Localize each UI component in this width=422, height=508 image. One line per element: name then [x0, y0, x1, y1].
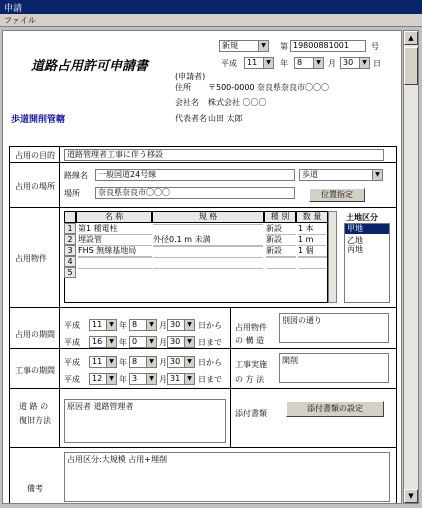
menu-bar: [0, 14, 422, 27]
period-to-year-select[interactable]: [89, 336, 117, 348]
row-divider-restoration: [9, 447, 397, 448]
window-title: 申請: [4, 4, 23, 14]
number-input[interactable]: 19800881001: [290, 40, 366, 52]
chevron-down-icon: ▼: [372, 170, 382, 180]
table-row-number: 1: [64, 223, 76, 234]
applicant-label: (申請者): [175, 72, 206, 81]
table-cell-qty[interactable]: 1 本: [298, 224, 327, 235]
construction-label: 工事の期間: [15, 366, 55, 375]
from-suffix: 日から: [198, 358, 222, 367]
date-day-select[interactable]: [340, 57, 370, 69]
year-label: 年: [119, 358, 127, 367]
land-option-selected[interactable]: 甲地: [345, 224, 389, 234]
table-row-number: 3: [64, 245, 76, 256]
position-button[interactable]: 位置指定: [309, 188, 365, 202]
objects-header-corner: [64, 211, 76, 223]
construction-to-day-select[interactable]: [167, 373, 195, 385]
construction-from-day-select[interactable]: [167, 356, 195, 368]
construction-to-year: 12: [92, 374, 103, 383]
row-divider-location: [9, 207, 397, 208]
company-value: 株式会社 〇〇〇: [208, 98, 267, 107]
row-divider-period: [9, 348, 397, 349]
chevron-down-icon: ▼: [106, 320, 116, 330]
table-cell-name[interactable]: 第1 種電柱: [78, 224, 152, 235]
table-cell-kind[interactable]: [266, 257, 296, 258]
period-to-year: 16: [92, 337, 103, 346]
period-from-day-select[interactable]: [167, 319, 195, 331]
table-cell-spec[interactable]: [153, 268, 263, 269]
chevron-down-icon: ▼: [258, 41, 268, 51]
period-from-month-select[interactable]: [129, 319, 157, 331]
scroll-down-icon[interactable]: ▼: [404, 489, 418, 503]
chevron-down-icon: ▼: [106, 337, 116, 347]
number-label: 第: [280, 42, 288, 51]
date-month-select[interactable]: [294, 57, 324, 69]
date-year-value: 11: [247, 58, 258, 67]
land-title: 土地区分: [346, 213, 378, 222]
land-option[interactable]: 乙地: [347, 236, 363, 245]
remarks-label: 備考: [27, 484, 43, 493]
chevron-down-icon: ▼: [146, 337, 156, 347]
table-cell-qty[interactable]: [298, 257, 327, 258]
table-row-number: 4: [64, 256, 76, 267]
table-cell-kind[interactable]: 新設: [266, 224, 296, 235]
objects-header-name: 名 称: [76, 211, 152, 223]
structure-label: 占用物件: [235, 323, 267, 332]
day-label: 日: [373, 59, 381, 68]
period-to-month: 0: [132, 337, 138, 346]
number-suffix: 号: [371, 42, 379, 51]
land-option[interactable]: 丙地: [347, 245, 363, 254]
road-part-value: 歩道: [302, 170, 318, 179]
year-label: 年: [119, 321, 127, 330]
restoration-label-2: 復旧方法: [19, 416, 51, 425]
construction-from-era: 平成: [64, 358, 80, 367]
table-cell-spec[interactable]: [153, 246, 263, 247]
construction-to-era: 平成: [64, 375, 80, 384]
chevron-down-icon: ▼: [146, 357, 156, 367]
table-row-number: 5: [64, 267, 76, 278]
chevron-down-icon: ▼: [359, 58, 369, 68]
construction-to-month-select[interactable]: [129, 373, 157, 385]
table-cell-name[interactable]: 埋設管: [78, 235, 152, 246]
table-cell-name[interactable]: FHS 無線基地局: [78, 246, 152, 257]
place-input[interactable]: 奈良県奈良市〇〇〇: [95, 187, 295, 199]
place-label: 場所: [64, 189, 80, 198]
attachments-button[interactable]: 添付書類の設定: [286, 401, 384, 417]
method-label-2: の 方 法: [235, 375, 265, 384]
chevron-down-icon: ▼: [184, 320, 194, 330]
location-label: 占用の場所: [15, 182, 55, 191]
form-title: 道路占用許可申請書: [31, 59, 149, 74]
row-divider-objects: [9, 307, 397, 308]
objects-grid-scrollbar[interactable]: [328, 211, 337, 303]
construction-from-month: 8: [132, 357, 138, 366]
application-type-value: 新規: [222, 41, 238, 50]
period-label: 占用の期間: [15, 330, 55, 339]
period-from-year-select[interactable]: [89, 319, 117, 331]
chevron-down-icon: ▼: [106, 357, 116, 367]
objects-label: 占用物件: [15, 254, 47, 263]
row-divider-construction: [9, 388, 397, 389]
period-to-era: 平成: [64, 338, 80, 347]
attachments-label: 添付書類: [235, 409, 267, 418]
period-to-day: 30: [170, 337, 181, 346]
table-cell-kind[interactable]: 新設: [266, 246, 296, 257]
menu-file[interactable]: ファイル: [4, 16, 36, 25]
table-cell-name[interactable]: [78, 257, 152, 258]
table-cell-kind[interactable]: [266, 268, 296, 269]
to-suffix: 日まで: [198, 338, 222, 347]
label-column-divider: [59, 146, 60, 448]
date-era: 平成: [221, 59, 237, 68]
chevron-down-icon: ▼: [106, 374, 116, 384]
title-bar: [0, 0, 422, 14]
period-from-era: 平成: [64, 321, 80, 330]
year-label: 年: [280, 59, 288, 68]
table-cell-qty[interactable]: 1 個: [298, 246, 327, 257]
chevron-down-icon: ▼: [146, 320, 156, 330]
table-top-border: [9, 146, 397, 147]
page-scrollbar[interactable]: [403, 30, 419, 504]
method-label: 工事実施: [235, 360, 267, 369]
construction-to-month: 3: [132, 374, 138, 383]
representative-value: 山田 太郎: [208, 114, 243, 123]
period-to-day-select[interactable]: [167, 336, 195, 348]
construction-from-year-select[interactable]: [89, 356, 117, 368]
construction-from-year: 11: [92, 357, 103, 366]
chevron-down-icon: ▼: [184, 374, 194, 384]
chevron-down-icon: ▼: [184, 337, 194, 347]
construction-from-month-select[interactable]: [129, 356, 157, 368]
objects-header-spec: 規 格: [152, 211, 264, 223]
period-from-month: 8: [132, 320, 138, 329]
addressee: 歩道開削管轄: [11, 115, 66, 125]
method-input[interactable]: 開削: [279, 353, 389, 383]
purpose-input[interactable]: 道路管理者工事に伴う移設: [64, 149, 384, 161]
period-from-year: 11: [92, 320, 103, 329]
construction-from-day: 30: [170, 357, 181, 366]
year-label: 年: [119, 375, 127, 384]
table-cell-qty[interactable]: 1 m: [298, 235, 327, 246]
month-label: 月: [328, 59, 336, 68]
date-year-select[interactable]: [244, 57, 274, 69]
month-label: 月: [159, 358, 167, 367]
structure-label-2: の 構 造: [235, 336, 265, 345]
purpose-label: 占用の目的: [15, 151, 55, 160]
construction-to-day: 31: [170, 374, 181, 383]
date-day-value: 30: [343, 58, 354, 67]
route-label: 路線名: [64, 171, 88, 180]
company-label: 会社名: [175, 98, 199, 107]
address-value: 〒500-0000 奈良県奈良市〇〇〇: [208, 83, 330, 92]
table-left-border: [9, 146, 10, 504]
table-row-number: 2: [64, 234, 76, 245]
table-cell-name[interactable]: [78, 268, 152, 269]
middle-column-divider: [230, 307, 231, 447]
period-from-day: 30: [170, 320, 181, 329]
to-suffix: 日まで: [198, 375, 222, 384]
month-label: 月: [159, 338, 167, 347]
construction-to-year-select[interactable]: [89, 373, 117, 385]
table-cell-kind[interactable]: 新設: [266, 235, 296, 246]
month-label: 月: [159, 375, 167, 384]
table-cell-spec[interactable]: 外径0.1 m 未満: [153, 235, 263, 246]
row-divider-purpose: [9, 162, 397, 163]
table-cell-spec[interactable]: [153, 257, 263, 258]
year-label: 年: [119, 338, 127, 347]
chevron-down-icon: ▼: [313, 58, 323, 68]
road-part-select[interactable]: [299, 169, 383, 181]
table-cell-spec[interactable]: [153, 224, 263, 225]
objects-header-kind: 種 別: [264, 211, 296, 223]
structure-input[interactable]: 別図の通り: [279, 313, 389, 343]
table-cell-qty[interactable]: [298, 268, 327, 269]
from-suffix: 日から: [198, 321, 222, 330]
remarks-input[interactable]: 占用区分:大規模 占用+埋削: [64, 452, 390, 502]
restoration-input[interactable]: 原因者 道路管理者: [64, 399, 226, 443]
month-label: 月: [159, 321, 167, 330]
chevron-down-icon: ▼: [146, 374, 156, 384]
address-label: 住所: [175, 83, 191, 92]
application-type-select[interactable]: [219, 40, 269, 52]
period-to-month-select[interactable]: [129, 336, 157, 348]
scroll-up-icon[interactable]: ▲: [404, 31, 418, 45]
route-input[interactable]: 一般国道24号線: [95, 169, 295, 181]
scroll-thumb[interactable]: [404, 47, 418, 85]
restoration-label: 道 路 の: [19, 402, 49, 411]
table-right-border: [396, 146, 397, 504]
form-page: [2, 30, 402, 504]
date-month-value: 8: [297, 58, 303, 67]
chevron-down-icon: ▼: [263, 58, 273, 68]
chevron-down-icon: ▼: [184, 357, 194, 367]
objects-header-qty: 数 量: [296, 211, 328, 223]
representative-label: 代表者名: [175, 114, 207, 123]
